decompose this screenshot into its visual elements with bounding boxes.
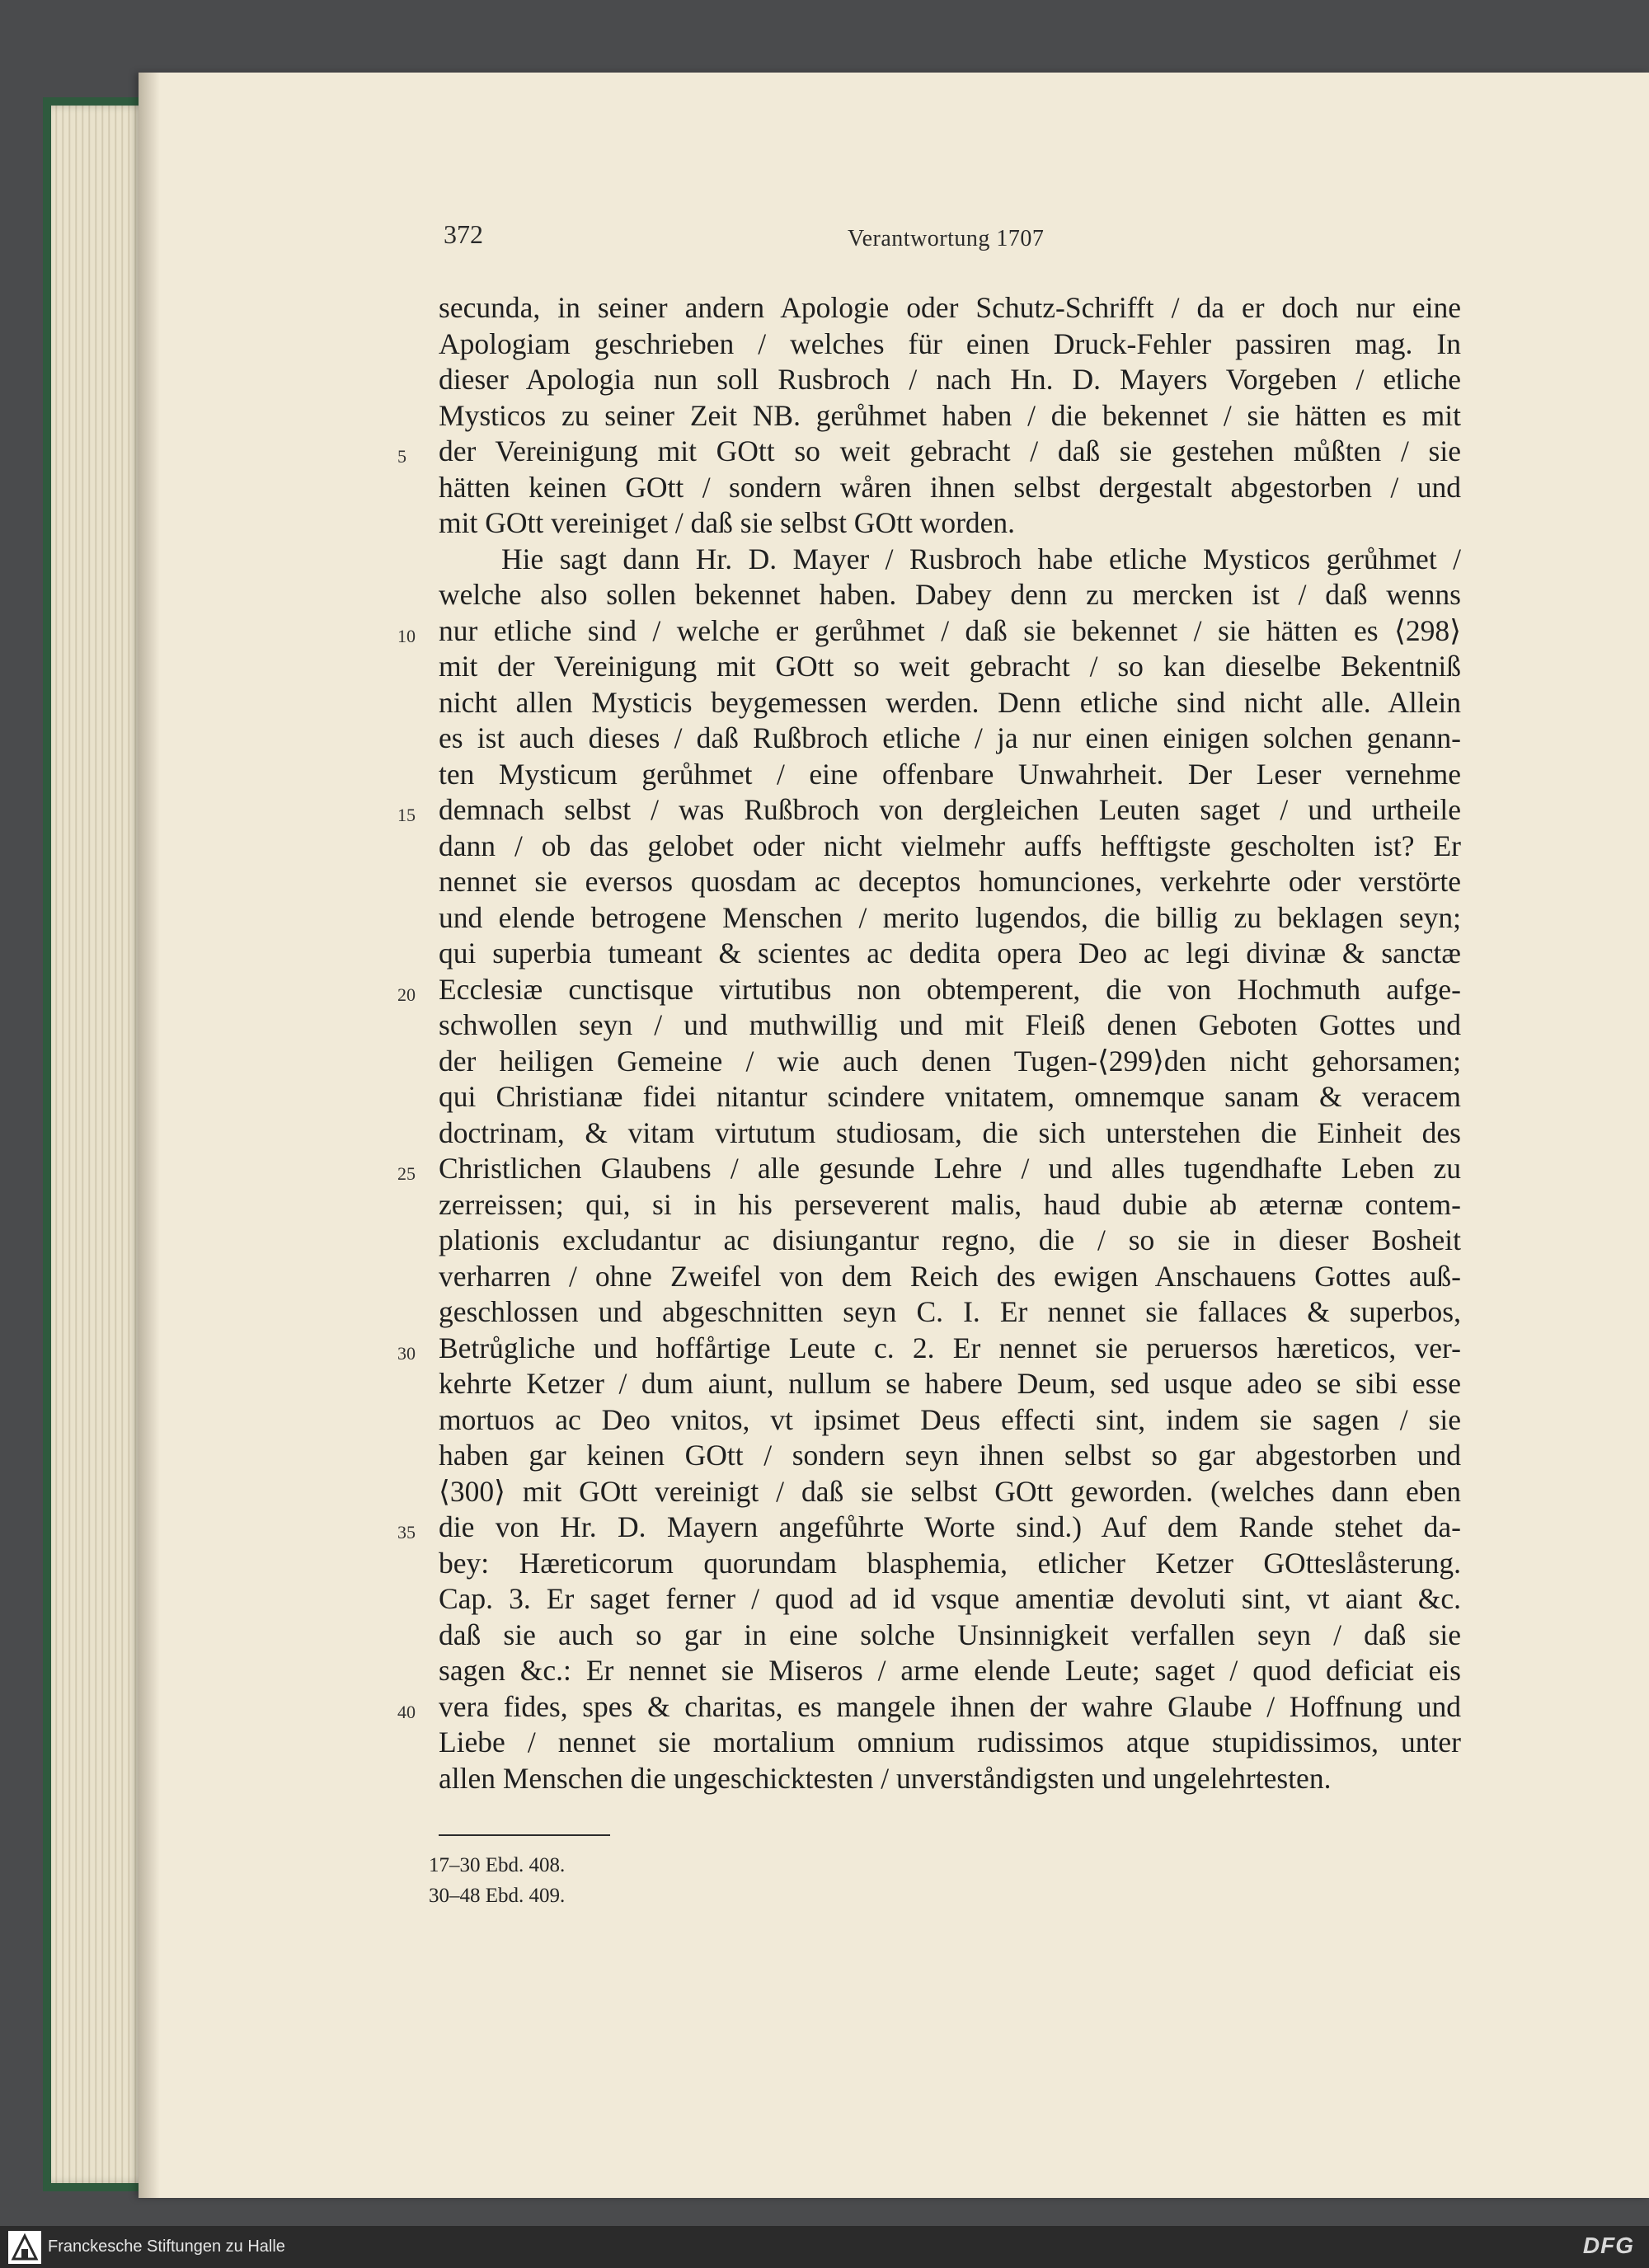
text-line: Liebe / nennet sie mortalium omnium rudissimos atque stupidissimos, unter [439,1726,1461,1759]
text-line: schwollen seyn / und muthwillig und mit Fleiß denen Geboten Gottes und [439,1008,1461,1041]
text-line: ten Mysticum gerůhmet / eine offenbare Unwahrheit. Der Leser vernehme [439,757,1461,791]
text-line: hätten keinen GOtt / sondern wåren ihnen selbst dergestalt abgestorben / und [439,470,1461,504]
text-line: geschlossen und abgeschnitten seyn C. I. Er nennet sie fallaces & superbos, [439,1295,1461,1328]
text-line: nur etliche sind / welche er gerůhmet / daß sie bekennet / sie hätten es ⟨298⟩ [439,613,1461,647]
text-line: vera fides, spes & charitas, es mangele ihnen der wahre Glaube / Hoffnung und [439,1689,1461,1723]
text-line: mit der Vereinigung mit GOtt so weit gebracht / so kan dieselbe Bekentniß [439,650,1461,683]
page-number: 372 [444,219,483,249]
text-line: secunda, in seiner andern Apologie oder Schutz-Schrifft / da er doch nur eine [439,291,1461,324]
text-line: daß sie auch so gar in eine solche Unsinnigkeit verfallen seyn / daß sie [439,1618,1461,1651]
line-number: 5 [397,446,406,467]
body-text [397,290,1461,1796]
text-line: haben gar keinen GOtt / sondern seyn ihnen selbst so gar abgestorben und [439,1439,1461,1472]
line-number: 25 [397,1163,416,1184]
text-line: Mysticos zu seiner Zeit NB. gerůhmet haben / die bekennet / sie hätten es mit [439,398,1461,432]
dfg-badge[interactable]: DFG [1582,2233,1634,2258]
page-gutter-shadow [139,73,160,2198]
footnote-rule [439,1834,610,1836]
text-line: bey: Hæreticorum quorundam blasphemia, etlicher Ketzer GOtteslåsterung. [439,1546,1461,1580]
text-line: kehrte Ketzer / dum aiunt, nullum se habere Deum, sed usque adeo se sibi esse [439,1367,1461,1400]
text-line: Ecclesiæ cunctisque virtutibus non obtemperent, die von Hochmuth aufge- [439,972,1461,1006]
text-line: Hie sagt dann Hr. D. Mayer / Rusbroch habe etliche Mysticos gerůhmet / [501,542,1461,575]
text-line: und elende betrogene Menschen / merito lugendos, die billig zu beklagen seyn; [439,900,1461,934]
text-line: zerreissen; qui, si in his perseverent malis, haud dubie ab æternæ contem- [439,1187,1461,1221]
text-line: die von Hr. D. Mayern angefůhrte Worte sind.) Auf dem Rande stehet da- [439,1510,1461,1543]
text-line: mit GOtt vereiniget / daß sie selbst GOtt worden. [439,506,1016,539]
line-number: 40 [397,1701,416,1722]
text-line: Christlichen Glaubens / alle gesunde Lehre / und alles tugendhafte Leben zu [439,1152,1461,1185]
text-line: qui Christianæ fidei nitantur scindere vnitatem, omnemque sanam & veracem [439,1080,1461,1113]
text-line: der heiligen Gemeine / wie auch denen Tugen-⟨299⟩den nicht gehorsamen; [439,1044,1461,1078]
text-line: mortuos ac Deo vnitos, vt ipsimet Deus effecti sint, indem sie sagen / sie [439,1402,1461,1436]
text-line: nennet sie eversos quosdam ac deceptos homunciones, verkehrte oder verstörte [439,865,1461,898]
text-line: dann / ob das gelobet oder nicht vielmehr auffs hefftigste gescholten ist? Er [439,829,1461,862]
line-number: 30 [397,1342,416,1364]
text-line: sagen &c.: Er nennet sie Miseros / arme elende Leute; saget / quod deficiat eis [439,1654,1461,1687]
running-title: Verantwortung 1707 [848,226,1045,251]
text-line: demnach selbst / was Rußbroch von dergleichen Leuten saget / und urtheile [439,793,1461,826]
text-line: Apologiam geschrieben / welches für einen Druck-Fehler passiren mag. In [439,326,1461,360]
text-line: allen Menschen die ungeschicktesten / unverståndigsten und ungelehrtesten. [439,1761,1332,1795]
text-line: es ist auch dieses / daß Rußbroch etliche / ja nur einen einigen solchen genann- [439,721,1461,754]
text-line: Betrůgliche und hoffårtige Leute c. 2. Er nennet sie peruersos hæreticos, ver- [439,1331,1461,1364]
text-line: qui superbia tumeant & scientes ac dedita opera Deo ac legi divinæ & sanctæ [439,937,1461,970]
line-number: 35 [397,1522,416,1543]
institution-logo-icon [8,2231,41,2264]
line-number: 15 [397,805,416,825]
line-number: 20 [397,984,416,1005]
text-line: nicht allen Mysticis beygemessen werden. Denn etliche sind nicht alle. Allein [439,685,1461,719]
footnote: 30–48 Ebd. 409. [429,1885,566,1907]
text-line: der Vereinigung mit GOtt so weit gebracht / daß sie gestehen můßten / sie [439,434,1461,467]
footnote: 17–30 Ebd. 408. [429,1854,566,1876]
text-line: plationis excludantur ac disiungantur regno, die / so sie in dieser Bosheit [439,1223,1461,1256]
text-line: doctrinam, & vitam virtutum studiosam, die sich unterstehen die Einheit des [439,1115,1461,1149]
text-line: dieser Apologia nun soll Rusbroch / nach Hn. D. Mayers Vorgeben / etliche [439,363,1461,396]
line-number: 10 [397,625,416,646]
text-line: welche also sollen bekennet haben. Dabey denn zu mercken ist / daß wenns [439,578,1461,611]
text-line: Cap. 3. Er saget ferner / quod ad id vsque amentiæ devoluti sint, vt aiant &c. [439,1582,1461,1615]
text-line: ⟨300⟩ mit GOtt vereinigt / daß sie selbst GOtt geworden. (welches dann eben [439,1474,1461,1508]
text-line: verharren / ohne Zweifel von dem Reich des ewigen Anschauens Gottes auß- [439,1259,1461,1293]
footnotes [429,1850,565,1911]
institution-label[interactable]: Franckesche Stiftungen zu Halle [48,2237,285,2256]
